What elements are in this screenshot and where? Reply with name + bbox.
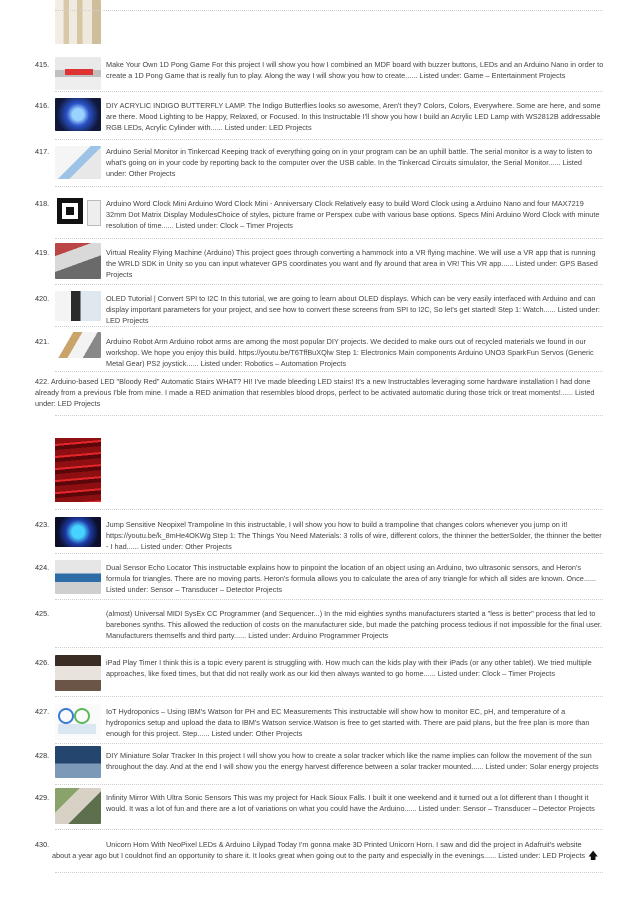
separator: [55, 10, 603, 11]
entry-number: 429.: [35, 793, 50, 802]
entry-text[interactable]: DIY ACRYLIC INDIGO BUTTERFLY LAMP. The Indigo Butterflies looks so awesome, Aren't they? Colors, Colors, Everywhere. Some are here, and some are there. Mood Lighting to be Happy, Relaxed, or Focused. In this Instructable I'll show you how I build an Acrylic LED Lamp with WS2812B addressable RGB LEDs, Acrylic Cylinder with...... Listed under: LED Projects: [106, 101, 601, 133]
entry-thumbnail[interactable]: [55, 291, 101, 321]
entry-thumbnail[interactable]: [55, 438, 101, 502]
entry-number: 424.: [35, 563, 50, 572]
entry-number: 415.: [35, 60, 50, 69]
separator: [55, 599, 603, 600]
entry-number: 421.: [35, 337, 50, 346]
entry-thumbnail[interactable]: [55, 146, 101, 179]
entry-number: 427.: [35, 707, 50, 716]
entry-text[interactable]: DIY Miniature Solar Tracker In this project I will show you how to create a solar tracker which like the name implies can follow the movement of the sun throughout the day. And at the end I will show you the energy harvest difference between a solar tracker mounted...... Listed under: Solar energy projects: [106, 751, 599, 772]
entry-thumbnail[interactable]: [55, 788, 101, 824]
entry-text[interactable]: IoT Hydroponics – Using IBM's Watson for PH and EC Measurements This instructable will show how to monitor EC, pH, and temperature of a hydroponics setup and upload the data to IBM's Watson service.Watson is free to get started with. There are paid plans, but the free plan is more than enough for this project. Step...... Listed under: Other Projects: [106, 707, 590, 739]
entry-body: Arduino-based LED "Bloody Red" Automatic Stairs WHAT? HI! I've made bleeding LED stairs! It's a new Instructables leveraging some hardware installation I had done already from a previous I'ble from mine. I made a RED animation that resembles blood drops, perfect to be activated automatic during those trick or treat moments!...... Listed under: LED Projects: [35, 377, 595, 409]
entry-thumbnail[interactable]: [55, 57, 101, 90]
entry-number: 426.: [35, 658, 50, 667]
entry-thumbnail[interactable]: [55, 704, 101, 740]
entry-text[interactable]: Jump Sensitive Neopixel Trampoline In this instructable, I will show you how to build a trampoline that changes colors whenever you jump on it! https://youtu.be/k_8mHe4OKWg Step 1: The Things You Need Materials: 3 rolls of wire, different colors, the thinner the betterSolder, the thinner the better - I had...... Listed under: Other Projects: [106, 520, 602, 552]
entry-thumbnail[interactable]: [55, 243, 101, 279]
entry-number: 418.: [35, 199, 50, 208]
entry-text[interactable]: Make Your Own 1D Pong Game For this project I will show you how I combined an MDF board with buzzer buttons, LEDs and an Arduino Nano in order to create a 1D Pong Game that is really fun to play. Along the way I will show you how to create...... Listed under: Game – Entertainment Projects: [106, 60, 604, 81]
entry-thumbnail[interactable]: [55, 0, 101, 44]
separator: [55, 186, 603, 187]
arrow-up-icon[interactable]: 🡅: [588, 851, 599, 862]
entry-number: 419.: [35, 248, 50, 257]
entry-text[interactable]: Arduino Robot Arm Arduino robot arms are among the most popular DIY projects. We decided to make ours out of recycled materials we found in our workshop. We hope you enjoy this build. https://youtu.be/T6TffBuXQlw Step 1: Electronics Main components Arduino UNO3 SparkFun Servos (Generic Metal Gear) PS2 joystick...... Listed under: Robotics – Automation Projects: [106, 337, 594, 369]
separator: [55, 139, 603, 140]
entry-text[interactable]: [35, 376, 603, 410]
entry-thumbnail[interactable]: [55, 560, 101, 594]
entry-body: Unicorn Horn With NeoPixel LEDs & Arduino Lilypad Today I'm gonna make 3D Printed Unicorn Horn. I saw and did the project in Adafruit's website about a year ago but I couldnot find an opportunity to share it. It looks great when going out to the party and especially in the evenings...... Listed under: LED Projects: [52, 840, 586, 861]
entry-number: 430.: [35, 840, 50, 849]
separator: [55, 415, 603, 416]
separator: [55, 371, 603, 372]
entry-text[interactable]: Virtual Reality Flying Machine (Arduino) This project goes through converting a hammock into a VR flying machine. We will use a VR app that is running the WRLD SDK in Unity so you can input whatever GPS coordinates you want and fly around that area in VR! This VR app...... Listed under: GPS Based Projects: [106, 248, 598, 280]
entry-thumbnail[interactable]: [55, 746, 101, 778]
entry-text[interactable]: (almost) Universal MIDI SysEx CC Programmer (and Sequencer...) In the mid eighties synths manufacturers started a "less is better" process that led to barebones synths. This allowed the reduction of costs on the manufacturer side, but made the patching process tedious if not impossible for the final user. Manufacturers themselfs and third party...... Listed under: Arduino Programmer Projects: [106, 609, 602, 641]
separator: [55, 238, 603, 239]
separator: [55, 553, 603, 554]
separator: [55, 509, 603, 510]
separator: [55, 743, 603, 744]
separator: [55, 284, 603, 285]
entry-text[interactable]: OLED Tutorial | Convert SPI to I2C In this tutorial, we are going to learn about OLED displays. Which can be very easily interfaced with Arduino and can display important parameters for your project, and see how to convert these screens from SPI to I2C, So let's get started! Step 1: Watch...... Listed under: LED Projects: [106, 294, 600, 326]
separator: [55, 91, 603, 92]
separator: [55, 784, 603, 785]
entry-number: 423.: [35, 520, 50, 529]
entry-thumbnail[interactable]: [55, 606, 101, 638]
entry-number: 416.: [35, 101, 50, 110]
entry-text[interactable]: Arduino Word Clock Mini Arduino Word Clock Mini - Anniversary Clock Relatively easy to build Word Clock using a Arduino Nano and four MAX7219 32mm Dot Matrix Display ModulesChoice of styles, picture frame or Perspex cube with various base options. Specs Mini Arduino Word Clock with minute resolution of time...... Listed under: Clock – Timer Projects: [106, 199, 600, 231]
separator: [55, 326, 603, 327]
entry-number: 420.: [35, 294, 50, 303]
entry-thumbnail[interactable]: [55, 517, 101, 547]
entry-number: 425.: [35, 609, 50, 618]
entry-thumbnail[interactable]: [55, 655, 101, 691]
entry-number: 428.: [35, 751, 50, 760]
separator: [55, 696, 603, 697]
entry-text[interactable]: Dual Sensor Echo Locator This instructable explains how to pinpoint the location of an object using an Arduino, two ultrasonic sensors, and Heron's formula for triangles. There are no moving parts. Heron's formula allows you to calculate the area of any triangle for which all sides are known. Once...... Listed under: Sensor – Transducer – Detector Projects: [106, 563, 596, 595]
entry-text[interactable]: Arduino Serial Monitor in Tinkercad Keeping track of everything going on in your program can be an uphill battle. The serial monitor is a way to listen to what's going on in your code by reporting back to the computer over the USB cable. In the Tinkercad Circuits simulator, the Serial Monitor...... Listed under: Other Projects: [106, 147, 593, 179]
entry-text[interactable]: [52, 839, 592, 861]
separator: [55, 829, 603, 830]
entry-thumbnail[interactable]: [55, 98, 101, 131]
entry-number: 422.: [35, 377, 50, 386]
entry-number: 417.: [35, 147, 50, 156]
entry-text[interactable]: iPad Play Timer I think this is a topic every parent is struggling with. How much can the kids play with their iPads (or any other tablet). We tried multiple approaches, like fixed times, but that did not really work as our kid then always wanted to go home...... Listed under: Clock – Timer Projects: [106, 658, 592, 679]
entry-text[interactable]: Infinity Mirror With Ultra Sonic Sensors This was my project for Hack Sioux Falls. I built it one weekend and it turned out a lot different than I thought it would. It was a lot of fun and there are a lot of variations on what you could have the Arduino...... Listed under: Sensor – Transducer – Detector Projects: [106, 793, 595, 814]
separator: [55, 647, 603, 648]
entry-thumbnail[interactable]: [55, 332, 101, 358]
entry-thumbnail[interactable]: [55, 196, 101, 230]
separator: [55, 872, 603, 873]
